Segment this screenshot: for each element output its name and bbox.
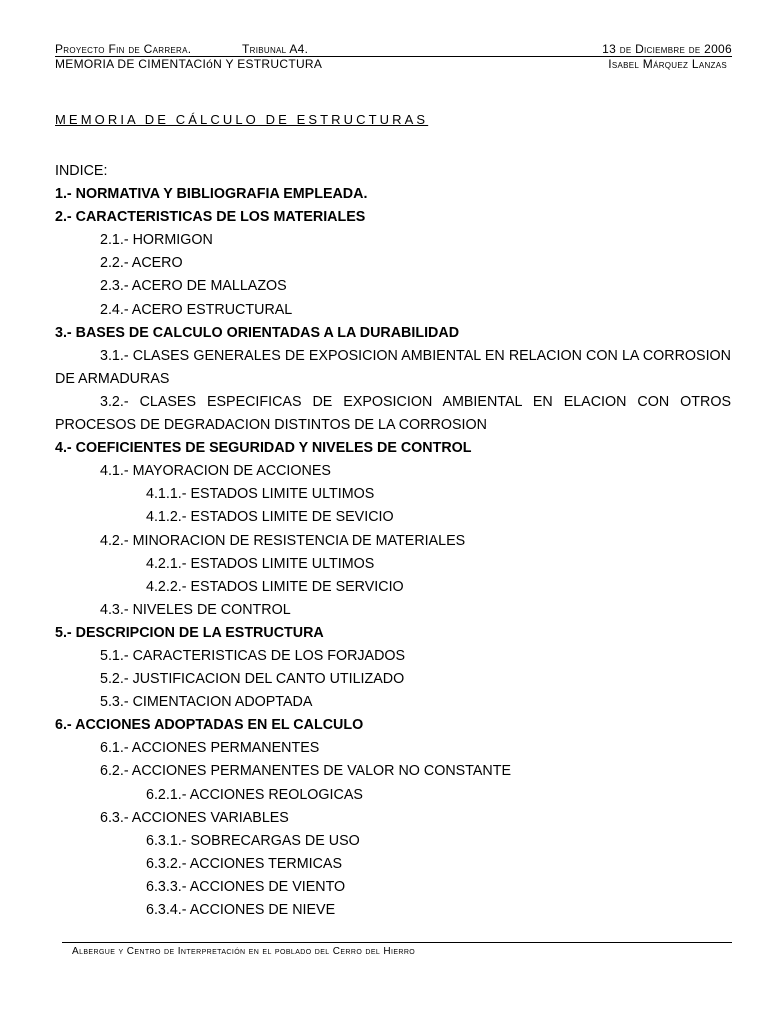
toc-subsubsection: 4.1.1.- ESTADOS LIMITE ULTIMOS bbox=[146, 486, 375, 503]
toc-chapter: 6.- ACCIONES ADOPTADAS EN EL CALCULO bbox=[55, 717, 364, 734]
toc-section: 6.1.- ACCIONES PERMANENTES bbox=[100, 740, 320, 757]
toc-section: 3.2.- CLASES ESPECIFICAS DE EXPOSICION AMBIENTAL EN ELACION CON OTROS bbox=[100, 393, 731, 410]
toc-section: 4.3.- NIVELES DE CONTROL bbox=[100, 601, 291, 618]
toc-chapter: 5.- DESCRIPCION DE LA ESTRUCTURA bbox=[55, 624, 324, 641]
toc-section: 5.3.- CIMENTACION ADOPTADA bbox=[100, 694, 313, 711]
page-footer: Albergue y Centro de Interpretación en el poblado del Cerro del Hierro bbox=[72, 946, 416, 957]
tribunal-label: Tribunal A4. bbox=[242, 42, 309, 56]
table-of-contents bbox=[55, 160, 731, 922]
toc-chapter: 2.- CARACTERISTICAS DE LOS MATERIALES bbox=[55, 209, 366, 226]
toc-line: INDICE: bbox=[55, 163, 108, 179]
toc-subsubsection: 4.2.2.- ESTADOS LIMITE DE SERVICIO bbox=[146, 578, 404, 595]
toc-line: DE ARMADURAS bbox=[55, 370, 170, 387]
toc-section: 2.3.- ACERO DE MALLAZOS bbox=[100, 278, 287, 295]
toc-chapter: 4.- COEFICIENTES DE SEGURIDAD Y NIVELES DE CONTROL bbox=[55, 440, 472, 457]
document-title: MEMORIA DE CÁLCULO DE ESTRUCTURAS bbox=[55, 112, 429, 127]
toc-chapter: 3.- BASES DE CALCULO ORIENTADAS A LA DURABILIDAD bbox=[55, 324, 460, 341]
toc-section: 4.2.- MINORACION DE RESISTENCIA DE MATERIALES bbox=[100, 532, 466, 549]
toc-subsubsection: 6.3.4.- ACCIONES DE NIEVE bbox=[146, 902, 336, 918]
toc-section: 3.1.- CLASES GENERALES DE EXPOSICION AMBIENTAL EN RELACION CON LA CORROSION bbox=[100, 347, 731, 364]
toc-subsubsection: 6.3.1.- SOBRECARGAS DE USO bbox=[146, 832, 360, 849]
toc-section: 2.4.- ACERO ESTRUCTURAL bbox=[100, 301, 293, 318]
toc-subsubsection: 4.1.2.- ESTADOS LIMITE DE SEVICIO bbox=[146, 509, 394, 526]
memoria-label: MEMORIA DE CIMENTACIóN Y ESTRUCTURA bbox=[55, 57, 323, 71]
footer-divider bbox=[62, 942, 732, 943]
project-label: Proyecto Fin de Carrera. bbox=[55, 42, 192, 56]
toc-section: 5.2.- JUSTIFICACION DEL CANTO UTILIZADO bbox=[100, 671, 405, 688]
toc-subsubsection: 6.2.1.- ACCIONES REOLOGICAS bbox=[146, 786, 363, 803]
page-header-bottom bbox=[55, 57, 732, 71]
toc-section: 4.1.- MAYORACION DE ACCIONES bbox=[100, 463, 331, 480]
toc-subsubsection: 6.3.2.- ACCIONES TERMICAS bbox=[146, 855, 342, 872]
toc-subsubsection: 6.3.3.- ACCIONES DE VIENTO bbox=[146, 878, 346, 895]
author-name: Isabel Márquez Lanzas bbox=[608, 57, 727, 71]
toc-section: 5.1.- CARACTERISTICAS DE LOS FORJADOS bbox=[100, 647, 406, 664]
page-header-top bbox=[55, 42, 732, 57]
toc-section: 6.2.- ACCIONES PERMANENTES DE VALOR NO CONSTANTE bbox=[100, 763, 511, 780]
toc-chapter: 1.- NORMATIVA Y BIBLIOGRAFIA EMPLEADA. bbox=[55, 186, 368, 203]
toc-section: 2.1.- HORMIGON bbox=[100, 232, 213, 249]
toc-line: PROCESOS DE DEGRADACION DISTINTOS DE LA CORROSION bbox=[55, 417, 487, 434]
toc-section: 2.2.- ACERO bbox=[100, 255, 183, 272]
toc-section: 6.3.- ACCIONES VARIABLES bbox=[100, 809, 289, 826]
header-date: 13 de Diciembre de 2006 bbox=[602, 42, 732, 56]
toc-subsubsection: 4.2.1.- ESTADOS LIMITE ULTIMOS bbox=[146, 555, 375, 572]
